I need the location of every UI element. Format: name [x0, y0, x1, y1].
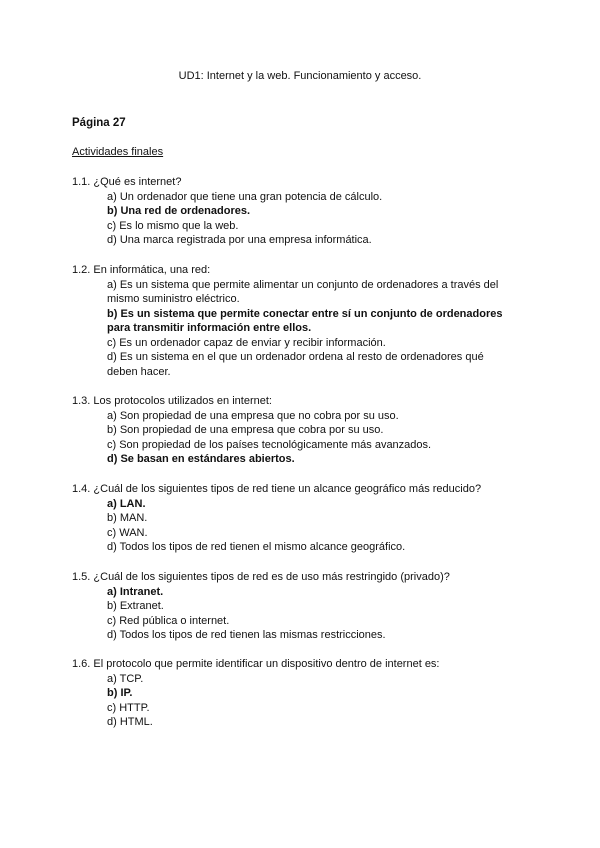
- answer-option: b) MAN.: [107, 512, 148, 524]
- answer-option: d) HTML.: [107, 716, 153, 728]
- answer-option: c) Es lo mismo que la web.: [107, 219, 239, 232]
- question-text: 1.3. Los protocolos utilizados en internet:: [72, 395, 272, 407]
- answer-option: c) Son propiedad de los países tecnológicamente más avanzados.: [107, 438, 432, 451]
- question-1-1: [72, 175, 532, 248]
- answer-options: [72, 190, 532, 248]
- answer-options: [72, 278, 532, 380]
- answer-option: d) Una marca registrada por una empresa informática.: [107, 234, 372, 246]
- answer-option-correct: a) Intranet.: [107, 585, 164, 598]
- answer-option: b) Son propiedad de una empresa que cobra por su uso.: [107, 424, 384, 436]
- question-text: 1.4. ¿Cuál de los siguientes tipos de red tiene un alcance geográfico más reducido?: [72, 483, 482, 495]
- document-title: UD1: Internet y la web. Funcionamiento y acceso.: [178, 70, 422, 82]
- answer-option: a) TCP.: [107, 672, 144, 685]
- answer-option: a) Son propiedad de una empresa que no cobra por su uso.: [107, 409, 399, 422]
- question-text: 1.1. ¿Qué es internet?: [72, 176, 182, 188]
- answer-option: b) Extranet.: [107, 600, 164, 612]
- question-text: 1.2. En informática, una red:: [72, 264, 211, 276]
- answer-option: d) Todos los tipos de red tienen las mismas restricciones.: [107, 629, 386, 641]
- answer-options: [72, 585, 532, 643]
- answer-option: c) WAN.: [107, 526, 148, 539]
- answer-option: c) Red pública o internet.: [107, 614, 230, 627]
- question-text: 1.6. El protocolo que permite identificar un dispositivo dentro de internet es:: [72, 658, 440, 670]
- answer-option: c) Es un ordenador capaz de enviar y recibir información.: [107, 336, 386, 349]
- answer-options: [72, 497, 532, 555]
- answer-option-correct: d) Se basan en estándares abiertos.: [107, 453, 295, 465]
- answer-option: d) Es un sistema en el que un ordenador ordena al resto de ordenadores qué deben hacer.: [107, 351, 484, 378]
- answer-option: a) Es un sistema que permite alimentar un conjunto de ordenadores a través del mismo suministro eléctrico.: [107, 278, 499, 305]
- section-heading: Actividades finales: [72, 146, 164, 158]
- answer-option-correct: b) Una red de ordenadores.: [107, 205, 251, 217]
- answer-options: [72, 409, 532, 467]
- question-1-6: [72, 657, 532, 730]
- answer-option-correct: b) Es un sistema que permite conectar entre sí un conjunto de ordenadores para transmitir información entre ellos.: [107, 307, 503, 334]
- page-number-label: Página 27: [72, 117, 126, 129]
- question-1-5: [72, 570, 532, 643]
- question-1-3: [72, 394, 532, 467]
- question-1-2: [72, 263, 532, 379]
- answer-option-correct: a) LAN.: [107, 497, 146, 510]
- answer-option-correct: b) IP.: [107, 687, 133, 699]
- question-text: 1.5. ¿Cuál de los siguientes tipos de red es de uso más restringido (privado)?: [72, 571, 450, 583]
- answer-option: d) Todos los tipos de red tienen el mismo alcance geográfico.: [107, 541, 406, 553]
- answer-options: [72, 672, 532, 730]
- question-1-4: [72, 482, 532, 555]
- answer-option: c) HTTP.: [107, 701, 150, 714]
- answer-option: a) Un ordenador que tiene una gran potencia de cálculo.: [107, 190, 383, 203]
